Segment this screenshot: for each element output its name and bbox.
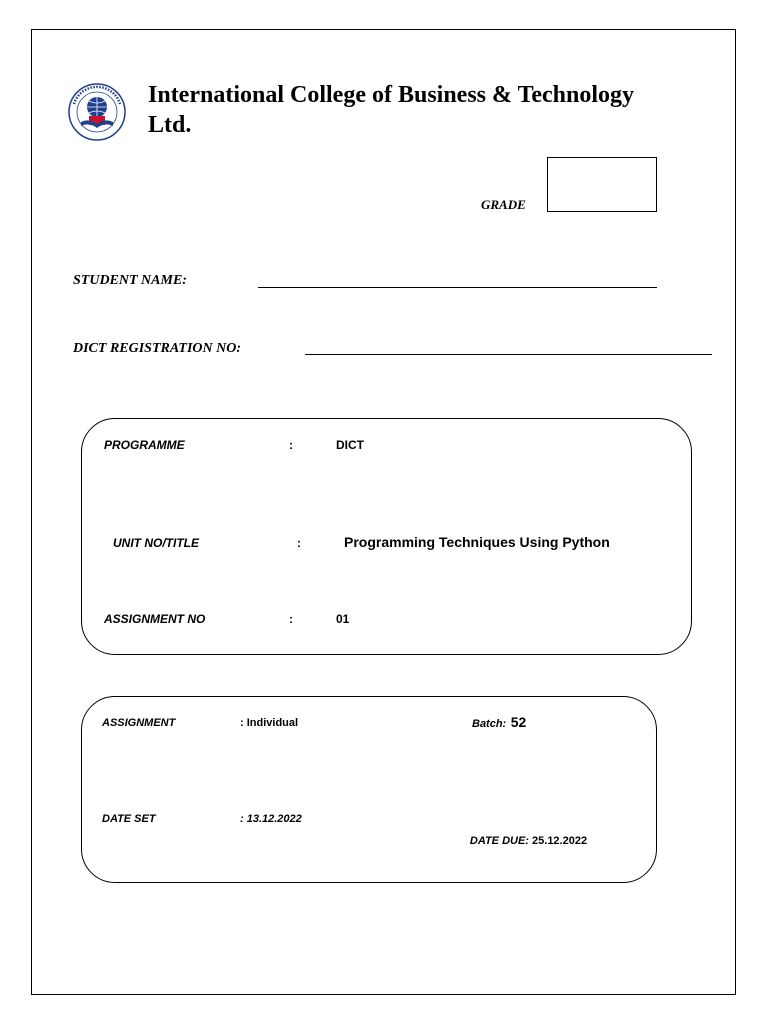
registration-no-label: DICT REGISTRATION NO: <box>73 341 242 356</box>
date-due-field <box>461 813 587 849</box>
programme-value: DICT <box>336 438 364 452</box>
college-title-line1: International College of Business & Technology <box>148 82 635 108</box>
batch-field <box>472 714 526 732</box>
grade-label: GRADE <box>481 197 526 212</box>
date-due-label: DATE DUE: <box>469 835 529 847</box>
assignment-no-label: ASSIGNMENT NO <box>104 612 206 626</box>
unit-colon: : <box>297 536 301 550</box>
college-title <box>148 80 708 140</box>
programme-colon: : <box>289 438 293 452</box>
assignment-no-value: 01 <box>336 612 350 626</box>
batch-label: Batch: <box>472 718 507 730</box>
assignment-type-label: ASSIGNMENT <box>102 717 176 729</box>
date-due-value: 25.12.2022 <box>528 835 588 847</box>
programme-label: PROGRAMME <box>104 438 185 452</box>
assignment-type-value: : Individual <box>240 717 299 729</box>
grade-box <box>547 157 657 212</box>
date-set-value: : 13.12.2022 <box>240 813 302 825</box>
registration-no-line <box>305 354 712 355</box>
college-logo <box>62 82 132 142</box>
date-set-label: DATE SET <box>102 813 156 825</box>
unit-value: Programming Techniques Using Python <box>344 534 610 550</box>
college-title-line2: Ltd. <box>148 112 192 138</box>
unit-label: UNIT NO/TITLE <box>113 536 199 550</box>
batch-value: 52 <box>510 714 527 730</box>
student-name-label: STUDENT NAME: <box>73 273 187 288</box>
student-name-line <box>258 287 657 288</box>
assignment-no-colon: : <box>289 612 293 626</box>
